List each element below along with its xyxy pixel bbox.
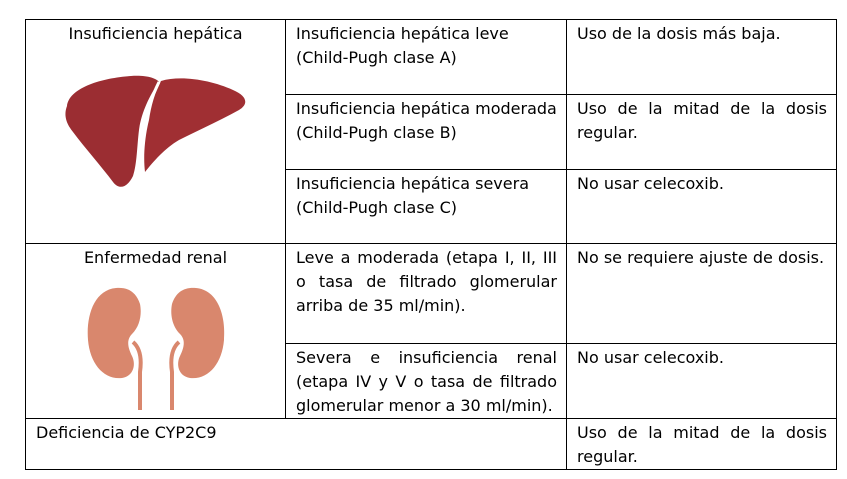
cyp-label-cell: Deficiencia de CYP2C9 <box>26 419 567 470</box>
kidney-right <box>171 288 224 378</box>
table-row <box>26 419 837 470</box>
condition-cell: Leve a moderada (etapa I, II, III o tasa de filtrado glomerular arriba de 35 ml/min). <box>286 244 567 344</box>
ureter-right <box>171 342 179 410</box>
dosing-table <box>25 19 837 470</box>
recommendation-cell: Uso de la mitad de la dosis regular. <box>567 419 837 470</box>
condition-cell: Insuficiencia hepática leve (Child-Pugh clase A) <box>286 20 567 95</box>
hepatic-category-cell <box>26 20 286 244</box>
kidney-left <box>87 288 140 378</box>
hepatic-title: Insuficiencia hepática <box>68 24 243 43</box>
recommendation-cell: Uso de la mitad de la dosis regular. <box>567 95 837 170</box>
table-row <box>26 244 837 344</box>
renal-category-cell <box>26 244 286 419</box>
recommendation-cell: No usar celecoxib. <box>567 170 837 244</box>
ureter-left <box>133 342 141 410</box>
condition-cell: Insuficiencia hepática moderada (Child-Pugh clase B) <box>286 95 567 170</box>
condition-cell: Severa e insuficiencia renal (etapa IV y V o tasa de filtrado glomerular menor a 30 ml/min). <box>286 344 567 419</box>
liver-right-lobe <box>144 78 245 172</box>
liver-icon <box>61 66 251 192</box>
kidneys-icon <box>86 282 226 412</box>
recommendation-cell: No se requiere ajuste de dosis. <box>567 244 837 344</box>
condition-cell: Insuficiencia hepática severa (Child-Pugh clase C) <box>286 170 567 244</box>
recommendation-cell: Uso de la dosis más baja. <box>567 20 837 95</box>
renal-title: Enfermedad renal <box>83 248 228 267</box>
recommendation-cell: No usar celecoxib. <box>567 344 837 419</box>
table-row <box>26 20 837 95</box>
